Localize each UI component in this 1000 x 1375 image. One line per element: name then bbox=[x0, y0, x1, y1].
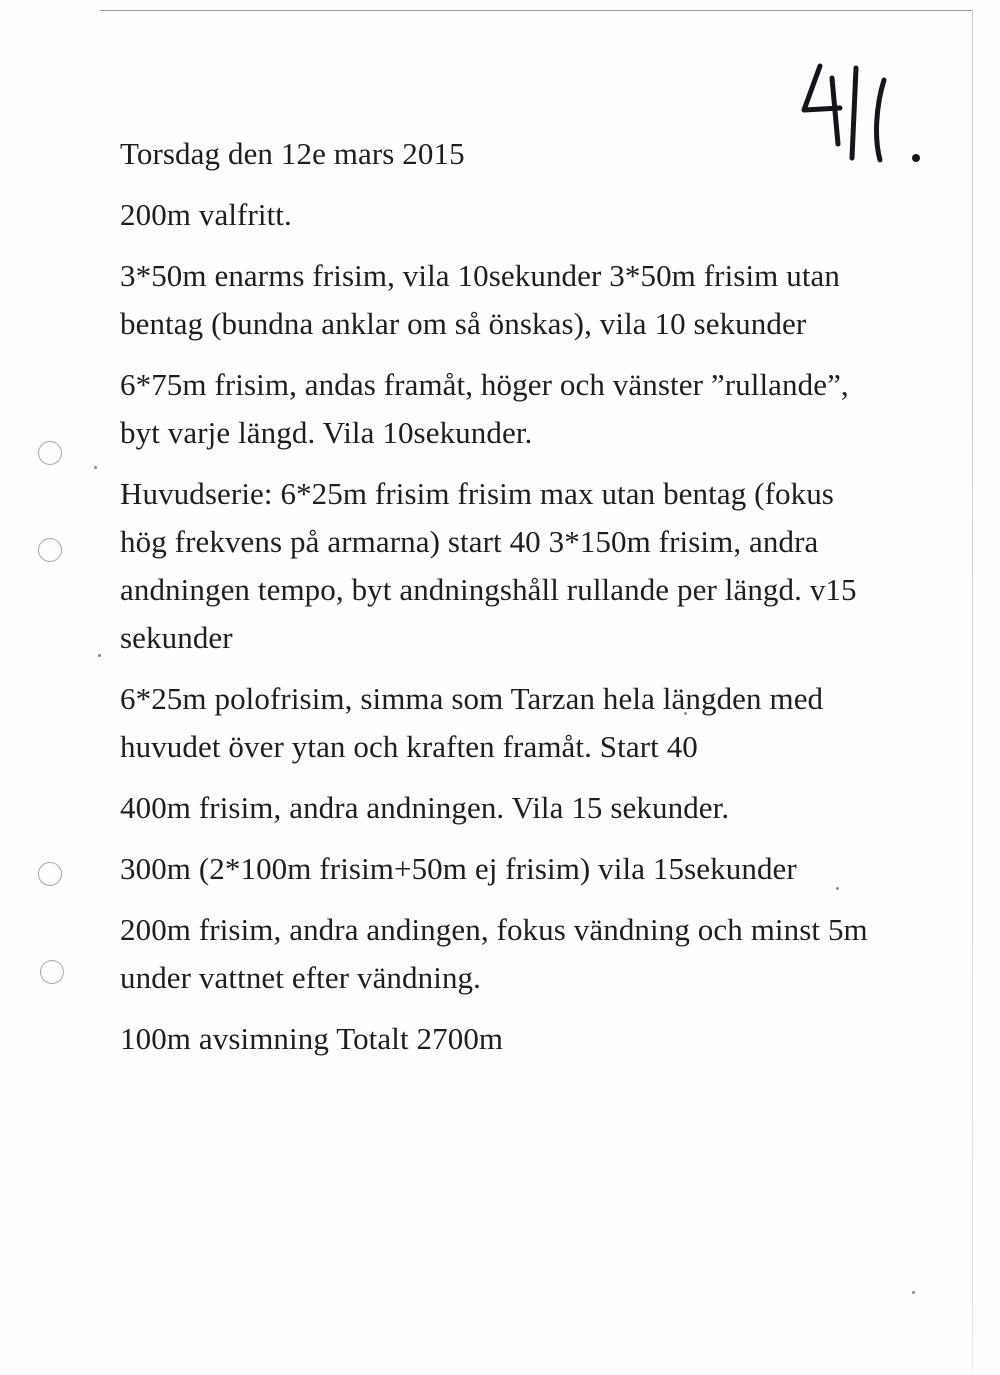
scan-speck bbox=[98, 654, 101, 657]
document-paragraph: Huvudserie: 6*25m frisim frisim max utan bentag (fokus hög frekvens på armarna) start 40 3*150m frisim, andra andningen tempo, byt andningshåll rullande per längd. v15 sekunder bbox=[120, 476, 857, 655]
scan-speck bbox=[94, 466, 97, 469]
document-paragraph: 3*50m enarms frisim, vila 10sekunder 3*50m frisim utan bentag (bundna anklar om så önskas), vila 10 sekunder bbox=[120, 258, 841, 341]
document-paragraph: 400m frisim, andra andningen. Vila 15 sekunder. bbox=[120, 790, 730, 825]
document-paragraph: 300m (2*100m frisim+50m ej frisim) vila 15sekunder bbox=[120, 851, 797, 886]
punch-hole bbox=[40, 960, 64, 984]
punch-hole bbox=[38, 441, 62, 465]
scan-speck bbox=[912, 1291, 915, 1294]
document-paragraph: 6*75m frisim, andas framåt, höger och vänster ”rullande”, byt varje längd. Vila 10sekunder. bbox=[120, 367, 849, 450]
punch-hole bbox=[38, 538, 62, 562]
right-edge-line bbox=[972, 10, 973, 1370]
document-paragraph: 6*25m polofrisim, simma som Tarzan hela längden med huvudet över ytan och kraften framåt. Start 40 bbox=[120, 681, 824, 764]
document-paragraph: 100m avsimning Totalt 2700m bbox=[120, 1021, 504, 1056]
document-body bbox=[120, 130, 880, 1076]
document-paragraph: 200m valfritt. bbox=[120, 197, 292, 232]
document-heading: Torsdag den 12e mars 2015 bbox=[120, 136, 465, 171]
top-edge-line bbox=[100, 10, 972, 11]
document-paragraph: 200m frisim, andra andingen, fokus vändning och minst 5m under vattnet efter vändning. bbox=[120, 912, 868, 995]
punch-hole bbox=[38, 862, 62, 886]
